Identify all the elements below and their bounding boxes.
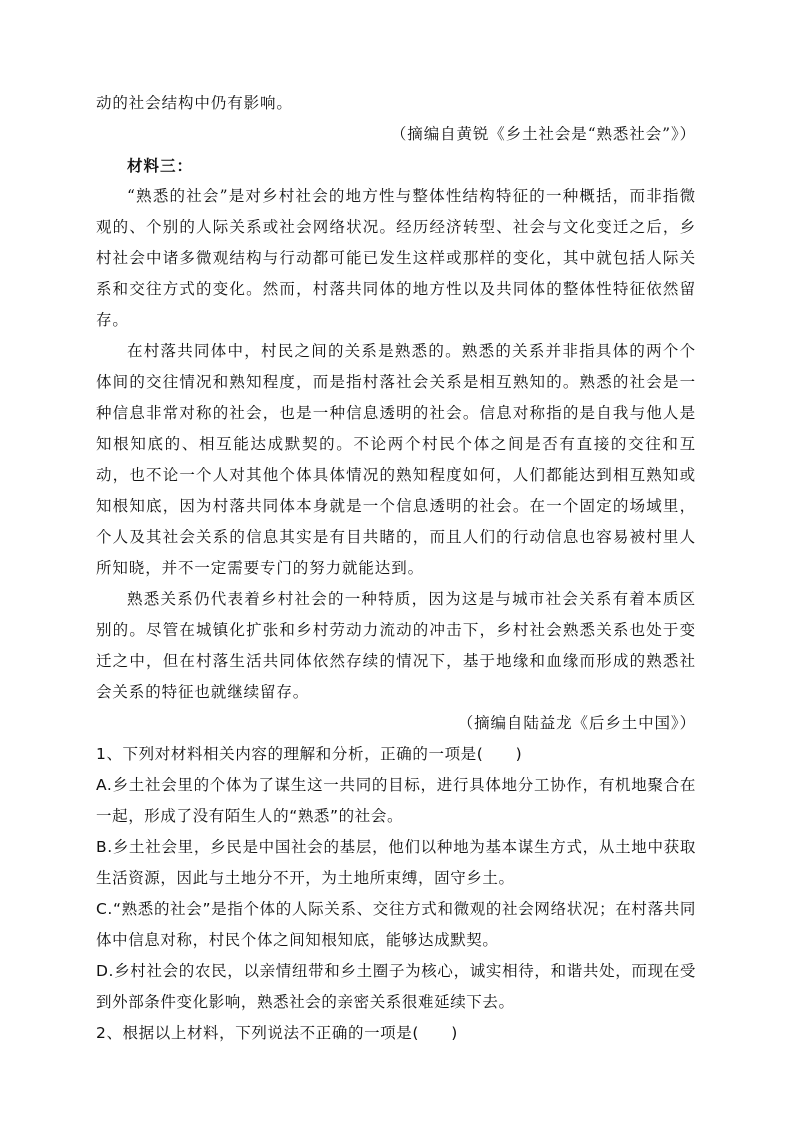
material-3-paragraph-3: 熟悉关系仍代表着乡村社会的一种特质，因为这是与城市社会关系有着本质区别的。尽管在城镇化扩张和乡村劳动力流动的冲击下，乡村社会熟悉关系也处于变迁之中，但在村落生活共同体依然存续的情况下，基于地缘和血缘而形成的熟悉社会关系的特征也就继续留存。 xyxy=(96,590,696,701)
source-citation-2: （摘编自陆益龙《后乡土中国》） xyxy=(457,714,696,732)
question-1-option-b: B.乡土社会里，乡民是中国社会的基层，他们以种地为基本谋生方式，从土地中获取生活资源，因此与土地分不开，为土地所束缚，固守乡土。 xyxy=(96,838,696,887)
question-1-stem: 1、下列对材料相关内容的理解和分析，正确的一项是( ) xyxy=(96,745,523,763)
question-1 xyxy=(96,739,696,1018)
source-citation-1: （摘编自黄锐《乡土社会是“熟悉社会”》） xyxy=(390,125,696,143)
question-2 xyxy=(96,1018,696,1049)
page-content xyxy=(96,88,696,1049)
material-3-paragraph-2: 在村落共同体中，村民之间的关系是熟悉的。熟悉的关系并非指具体的两个个体间的交往情况和熟知程度，而是指村落社会关系是相互熟知的。熟悉的社会是一种信息非常对称的社会，也是一种信息透明的社会。信息对称指的是自我与他人是知根知底的、相互能达成默契的。不论两个村民个体之间是否有直接的交往和互动，也不论一个人对其他个体具体情况的熟知程度如何，人们都能达到相互熟知或知根知底，因为村落共同体本身就是一个信息透明的社会。在一个固定的场域里，个人及其社会关系的信息其实是有目共睹的，而且人们的行动信息也容易被村里人所知晓，并不一定需要专门的努力就能达到。 xyxy=(96,342,696,577)
question-1-option-d: D.乡村社会的农民，以亲情纽带和乡土圈子为核心，诚实相待，和谐共处，而现在受到外部条件变化影响，熟悉社会的亲密关系很难延续下去。 xyxy=(96,962,696,1011)
question-2-stem: 2、根据以上材料，下列说法不正确的一项是( ) xyxy=(96,1024,458,1042)
material-3-heading: 材料三： xyxy=(127,156,194,175)
material-3-paragraph-1: “熟悉的社会”是对乡村社会的地方性与整体性结构特征的一种概括，而非指微观的、个别的人际关系或社会网络状况。经历经济转型、社会与文化变迁之后，乡村社会中诸多微观结构与行动都可能已发生这样或那样的变化，其中就包括人际关系和交往方式的变化。然而，村落共同体的地方性以及共同体的整体性特征依然留存。 xyxy=(96,187,696,329)
question-1-option-a: A.乡土社会里的个体为了谋生这一共同的目标，进行具体地分工协作，有机地聚合在一起，形成了没有陌生人的“熟悉”的社会。 xyxy=(96,776,696,825)
continued-text-line: 动的社会结构中仍有影响。 xyxy=(96,94,293,112)
question-1-option-c: C.“熟悉的社会”是指个体的人际关系、交往方式和微观的社会网络状况；在村落共同体中信息对称，村民个体之间知根知底，能够达成默契。 xyxy=(96,900,696,949)
